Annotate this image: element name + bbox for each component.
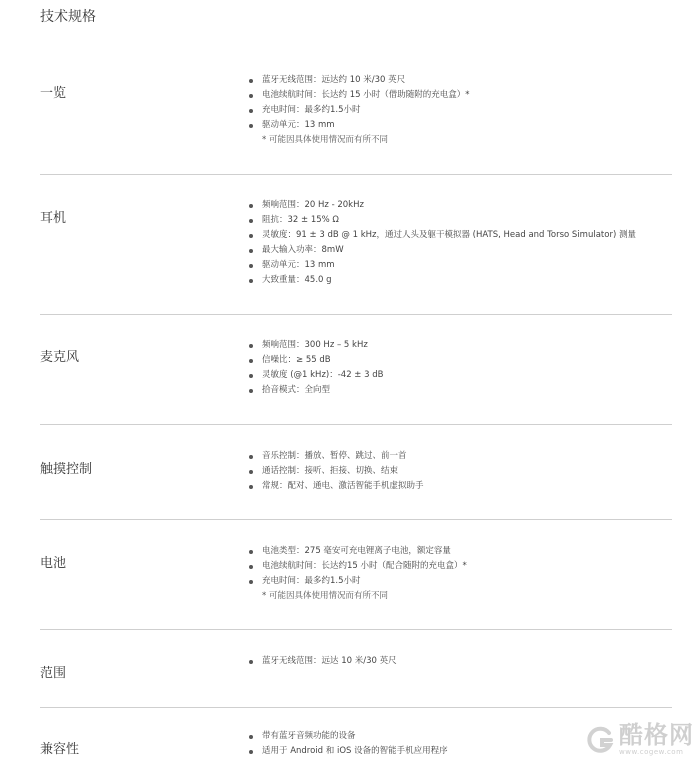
list-item: 蓝牙无线范围：远达 10 米/30 英尺 [249, 654, 397, 669]
bullet-icon [249, 264, 253, 268]
list-item: 驱动单元：13 mm [249, 258, 636, 273]
list-item: 充电时间：最多约1.5小时 [249, 574, 467, 589]
bullet-icon [249, 234, 253, 238]
watermark-logo-icon [585, 725, 615, 755]
list-item: 阻抗：32 ± 15% Ω [249, 213, 636, 228]
spec-list [249, 73, 469, 148]
list-item: 大致重量：45.0 g [249, 273, 636, 288]
bullet-icon [249, 94, 253, 98]
spec-list [249, 654, 397, 669]
list-item: 电池续航时间：长达约15 小时（配合随附的充电盒）* [249, 559, 467, 574]
bullet-icon [249, 344, 253, 348]
section-title: 电池 [40, 556, 67, 571]
bullet-icon [249, 219, 253, 223]
list-item: 带有蓝牙音频功能的设备 [249, 729, 448, 744]
bullet-icon [249, 124, 253, 128]
section-title: 触摸控制 [40, 462, 93, 477]
section-title: 一览 [40, 86, 67, 101]
spec-list [249, 338, 383, 398]
spec-list [249, 729, 448, 759]
list-item: 通话控制：接听、拒接、切换、结束 [249, 464, 424, 479]
section-title: 耳机 [40, 211, 67, 226]
list-item: 最大输入功率：8mW [249, 243, 636, 258]
list-item: 充电时间：最多约1.5小时 [249, 103, 469, 118]
list-item: 信噪比：≥ 55 dB [249, 353, 383, 368]
bullet-icon [249, 485, 253, 489]
bullet-icon [249, 550, 253, 554]
list-item: 音乐控制：播放、暂停、跳过、前一首 [249, 449, 424, 464]
page-title: 技术规格 [40, 9, 96, 25]
footnote: * 可能因具体使用情况而有所不同 [262, 135, 388, 145]
list-item: 驱动单元：13 mm [249, 118, 469, 133]
divider [40, 174, 672, 175]
list-item: 电池类型：275 毫安可充电锂离子电池，额定容量 [249, 544, 467, 559]
bullet-icon [249, 455, 253, 459]
list-item: 电池续航时间：长达约 15 小时（借助随附的充电盒）* [249, 88, 469, 103]
bullet-icon [249, 470, 253, 474]
divider [40, 629, 672, 630]
list-item: 频响范围：20 Hz - 20kHz [249, 198, 636, 213]
bullet-icon [249, 580, 253, 584]
list-item: 适用于 Android 和 iOS 设备的智能手机应用程序 [249, 744, 448, 759]
bullet-icon [249, 660, 253, 664]
bullet-icon [249, 359, 253, 363]
spec-list [249, 544, 467, 604]
bullet-icon [249, 750, 253, 754]
spec-list [249, 449, 424, 494]
bullet-icon [249, 389, 253, 393]
watermark [585, 723, 694, 756]
watermark-url: www.cogew.com [619, 748, 684, 756]
list-item: 灵敏度：91 ± 3 dB @ 1 kHz，通过人头及躯干模拟器 (HATS, Head and Torso Simulator) 测量 [249, 228, 636, 243]
divider [40, 314, 672, 315]
divider [40, 519, 672, 520]
list-item: 常规：配对、通电、激活智能手机虚拟助手 [249, 479, 424, 494]
list-item: 灵敏度 (@1 kHz)：-42 ± 3 dB [249, 368, 383, 383]
spec-list [249, 198, 636, 288]
list-item: 拾音模式：全向型 [249, 383, 383, 398]
divider [40, 707, 672, 708]
section-title: 兼容性 [40, 742, 80, 757]
bullet-icon [249, 79, 253, 83]
bullet-icon [249, 565, 253, 569]
watermark-text [619, 723, 694, 756]
bullet-icon [249, 374, 253, 378]
bullet-icon [249, 109, 253, 113]
bullet-icon [249, 249, 253, 253]
footnote: * 可能因具体使用情况而有所不同 [262, 591, 388, 601]
bullet-icon [249, 204, 253, 208]
list-item: 频响范围：300 Hz – 5 kHz [249, 338, 383, 353]
list-item: 蓝牙无线范围：远达约 10 米/30 英尺 [249, 73, 469, 88]
section-title: 麦克风 [40, 350, 80, 365]
bullet-icon [249, 735, 253, 739]
divider [40, 424, 672, 425]
section-title: 范围 [40, 666, 67, 681]
watermark-title: 酷格网 [619, 721, 694, 749]
bullet-icon [249, 279, 253, 283]
